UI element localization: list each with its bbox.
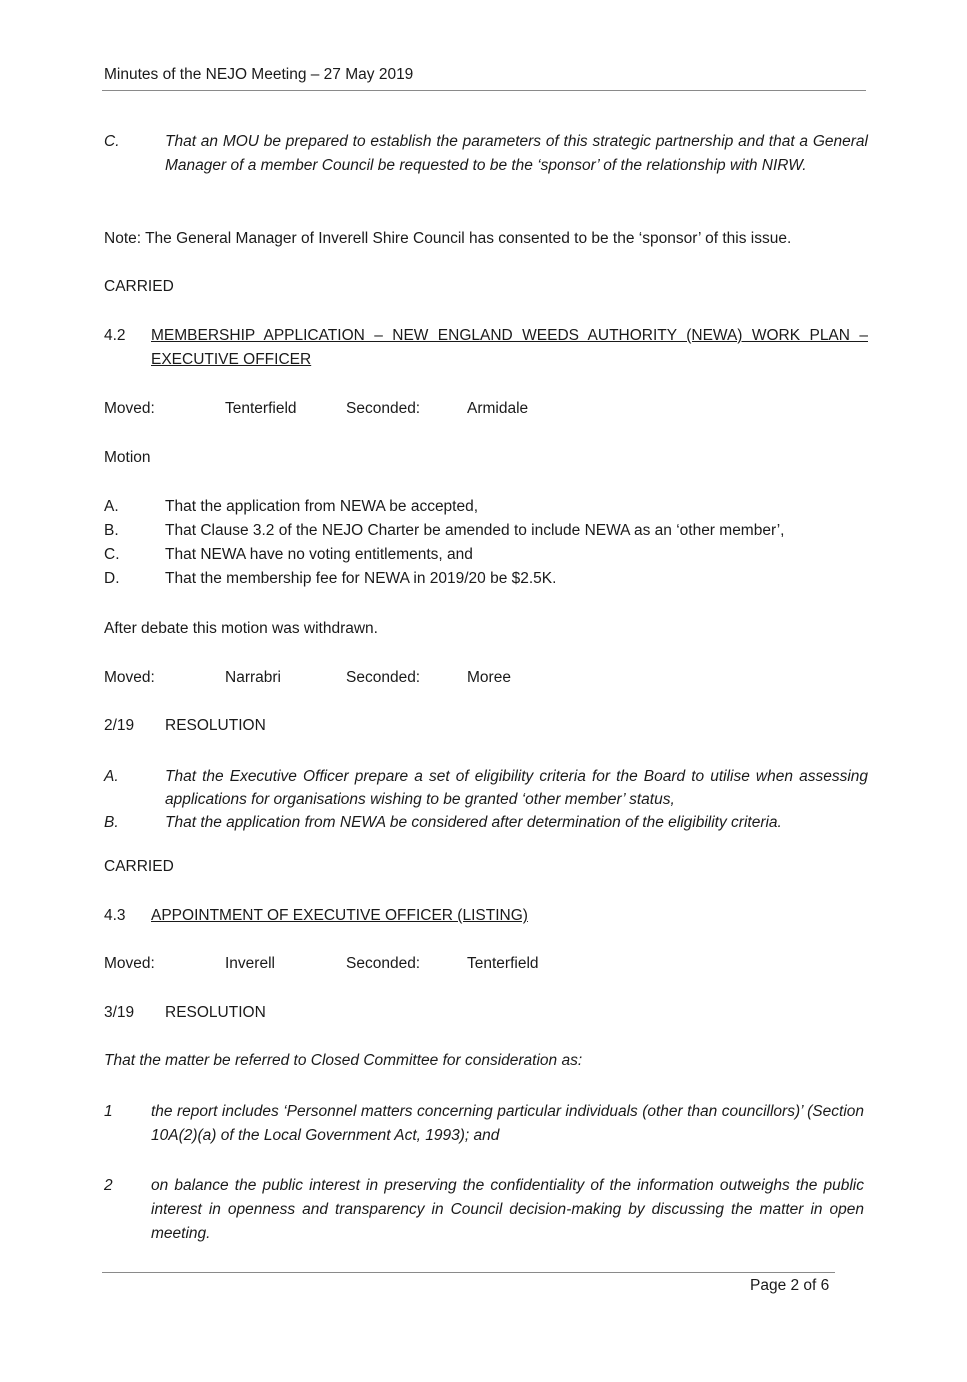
resolution-number: 3/19 <box>104 1004 135 1021</box>
carried-label: CARRIED <box>104 278 174 295</box>
moved-by: Tenterfield <box>225 400 297 417</box>
item-label: 2 <box>104 1177 113 1194</box>
seconded-label: Seconded: <box>346 955 421 972</box>
motion-label: Motion <box>104 449 151 466</box>
item-text: That Clause 3.2 of the NEJO Charter be amended to include NEWA as an ‘other member’, <box>165 522 785 539</box>
footer-rule <box>102 1272 835 1273</box>
item-text: That the application from NEWA be considered after determination of the eligibility criteria. <box>165 814 782 831</box>
resolution-label: RESOLUTION <box>165 1004 266 1021</box>
seconded-by: Armidale <box>467 400 529 417</box>
page-number: Page 2 of 6 <box>750 1277 830 1294</box>
item-text: That the membership fee for NEWA in 2019/20 be $2.5K. <box>165 570 557 587</box>
carried-label: CARRIED <box>104 858 174 875</box>
item-text: That the application from NEWA be accepted, <box>165 498 479 515</box>
note-text: Note: The General Manager of Inverell Shire Council has consented to be the ‘sponsor’ of this issue. <box>104 230 792 247</box>
page-header-title: Minutes of the NEJO Meeting – 27 May 2019 <box>104 66 414 83</box>
list-item <box>104 811 868 834</box>
moved-by: Narrabri <box>225 669 281 686</box>
section-number: 4.2 <box>104 327 126 344</box>
item-text: That NEWA have no voting entitlements, and <box>165 546 473 563</box>
moved-label: Moved: <box>104 669 155 686</box>
moved-label: Moved: <box>104 400 155 417</box>
item-label: C. <box>104 546 120 563</box>
section-number: 4.3 <box>104 907 126 924</box>
resolution-label: RESOLUTION <box>165 717 266 734</box>
section-title: APPOINTMENT OF EXECUTIVE OFFICER (LISTING) <box>151 907 528 924</box>
item-label: A. <box>104 498 119 515</box>
moved-label: Moved: <box>104 955 155 972</box>
referral-intro: That the matter be referred to Closed Committee for consideration as: <box>104 1052 583 1069</box>
seconded-by: Moree <box>467 669 511 686</box>
withdrawn-text: After debate this motion was withdrawn. <box>104 620 378 637</box>
item-text: the report includes ‘Personnel matters concerning particular individuals (other than councillors)’ (Section 10A(2)(a) of the Local Government Act, 1993); and <box>151 1103 864 1144</box>
resolution-number: 2/19 <box>104 717 135 734</box>
motion-list <box>104 498 868 598</box>
item-label: B. <box>104 522 119 539</box>
prev-motion-item-c <box>104 130 868 178</box>
item-label: 1 <box>104 1103 113 1120</box>
item-text: on balance the public interest in preserving the confidentiality of the information outweighs the public interest in openness and transparency in Council decision-making by discussing the matter in open meeting. <box>151 1177 864 1242</box>
item-label: D. <box>104 570 120 587</box>
seconded-label: Seconded: <box>346 400 421 417</box>
item-text: That the Executive Officer prepare a set of eligibility criteria for the Board to utilise when assessing applications for organisations wishing to be granted ‘other member’ status, <box>165 768 868 808</box>
item-label: B. <box>104 814 119 831</box>
resolution-list <box>104 765 868 834</box>
referral-item-1 <box>104 1100 864 1148</box>
header-rule <box>102 90 866 91</box>
section-title: MEMBERSHIP APPLICATION – NEW ENGLAND WEEDS AUTHORITY (NEWA) WORK PLAN – EXECUTIVE OFFICER <box>151 327 868 368</box>
item-label: C. <box>104 133 120 150</box>
referral-item-2 <box>104 1174 864 1246</box>
list-item <box>104 765 868 811</box>
seconded-by: Tenterfield <box>467 955 539 972</box>
section-heading-4-2 <box>104 324 868 372</box>
seconded-label: Seconded: <box>346 669 421 686</box>
item-text: That an MOU be prepared to establish the parameters of this strategic partnership and that a General Manager of a member Council be requested to be the ‘sponsor’ of the relationship with NIRW. <box>165 133 868 174</box>
item-label: A. <box>104 768 119 785</box>
moved-by: Inverell <box>225 955 275 972</box>
